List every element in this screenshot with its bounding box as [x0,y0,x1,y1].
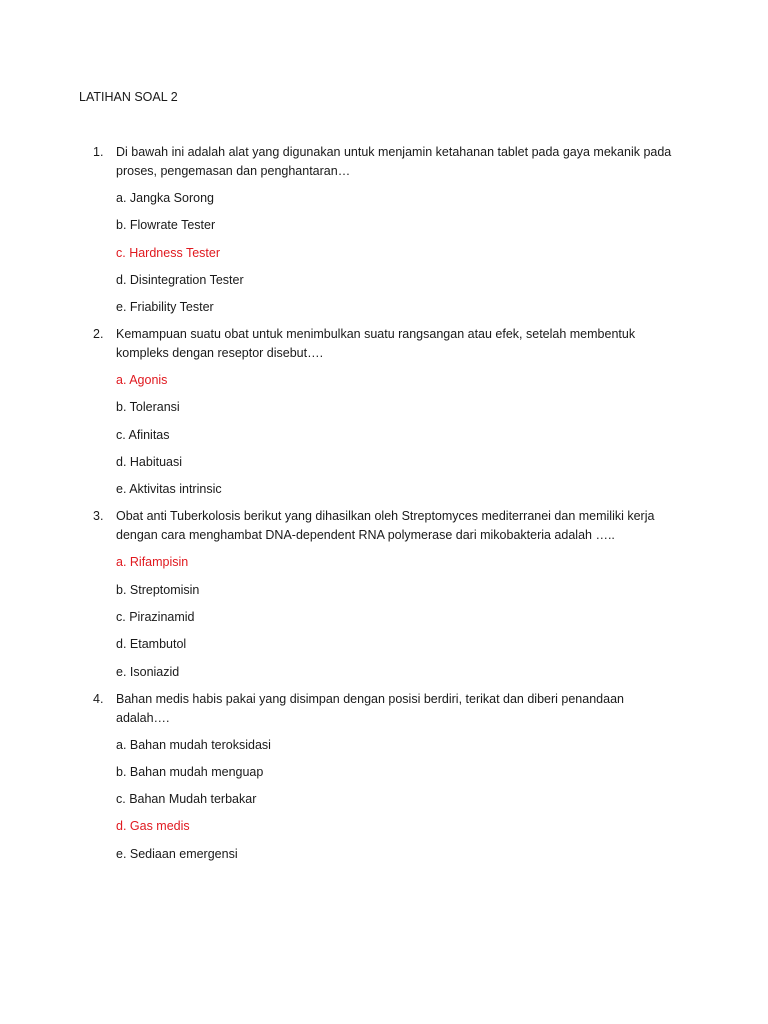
option-a-correct-answer: a. Rifampisin [116,555,189,570]
option-b: b. Bahan mudah menguap [116,764,264,779]
option-e: e. Friability Tester [116,300,214,315]
option-e: e. Sediaan emergensi [116,846,238,861]
question-text: Obat anti Tuberkolosis berikut yang dihasilkan oleh Streptomyces mediterranei dan memiliki kerja dengan cara menghambat DNA-dependent RNA polymerase dari mikobakteria adalah ….. [116,509,655,543]
option-list [116,728,679,863]
option-a-correct-answer: a. Agonis [116,373,168,388]
option-e: e. Aktivitas intrinsic [116,482,222,497]
question-2 [79,325,679,498]
option-list [116,363,679,498]
option-a: a. Jangka Sorong [116,191,214,205]
question-1 [79,143,679,316]
option-c-correct-answer: c. Hardness Tester [116,245,220,260]
option-c: c. Pirazinamid [116,609,195,624]
option-d: d. Disintegration Tester [116,272,244,287]
option-d: d. Etambutol [116,637,187,652]
document-title: LATIHAN SOAL 2 [79,90,178,104]
question-list [79,143,679,872]
option-list [116,545,679,680]
option-a: a. Bahan mudah teroksidasi [116,737,271,752]
option-b: b. Toleransi [116,400,180,415]
question-text: Di bawah ini adalah alat yang digunakan untuk menjamin ketahanan tablet pada gaya mekanik pada proses, pengemasan dan penghantaran… [116,145,672,178]
option-c: c. Bahan Mudah terbakar [116,792,257,807]
question-4 [79,690,679,863]
question-text: Kemampuan suatu obat untuk menimbulkan suatu rangsangan atau efek, setelah membentuk kompleks dengan reseptor disebut…. [116,327,636,361]
question-number: 1. [93,145,104,159]
question-number: 4. [93,691,104,706]
option-list [116,181,679,316]
option-b: b. Streptomisin [116,582,200,597]
option-c: c. Afinitas [116,427,170,442]
option-b: b. Flowrate Tester [116,218,216,233]
option-d: d. Habituasi [116,455,183,470]
option-e: e. Isoniazid [116,664,180,679]
question-number: 2. [93,327,104,342]
option-d-correct-answer: d. Gas medis [116,819,190,834]
question-text: Bahan medis habis pakai yang disimpan dengan posisi berdiri, terikat dan diberi penandaan adalah…. [116,691,624,725]
question-number: 3. [93,509,104,524]
question-3 [79,507,679,680]
